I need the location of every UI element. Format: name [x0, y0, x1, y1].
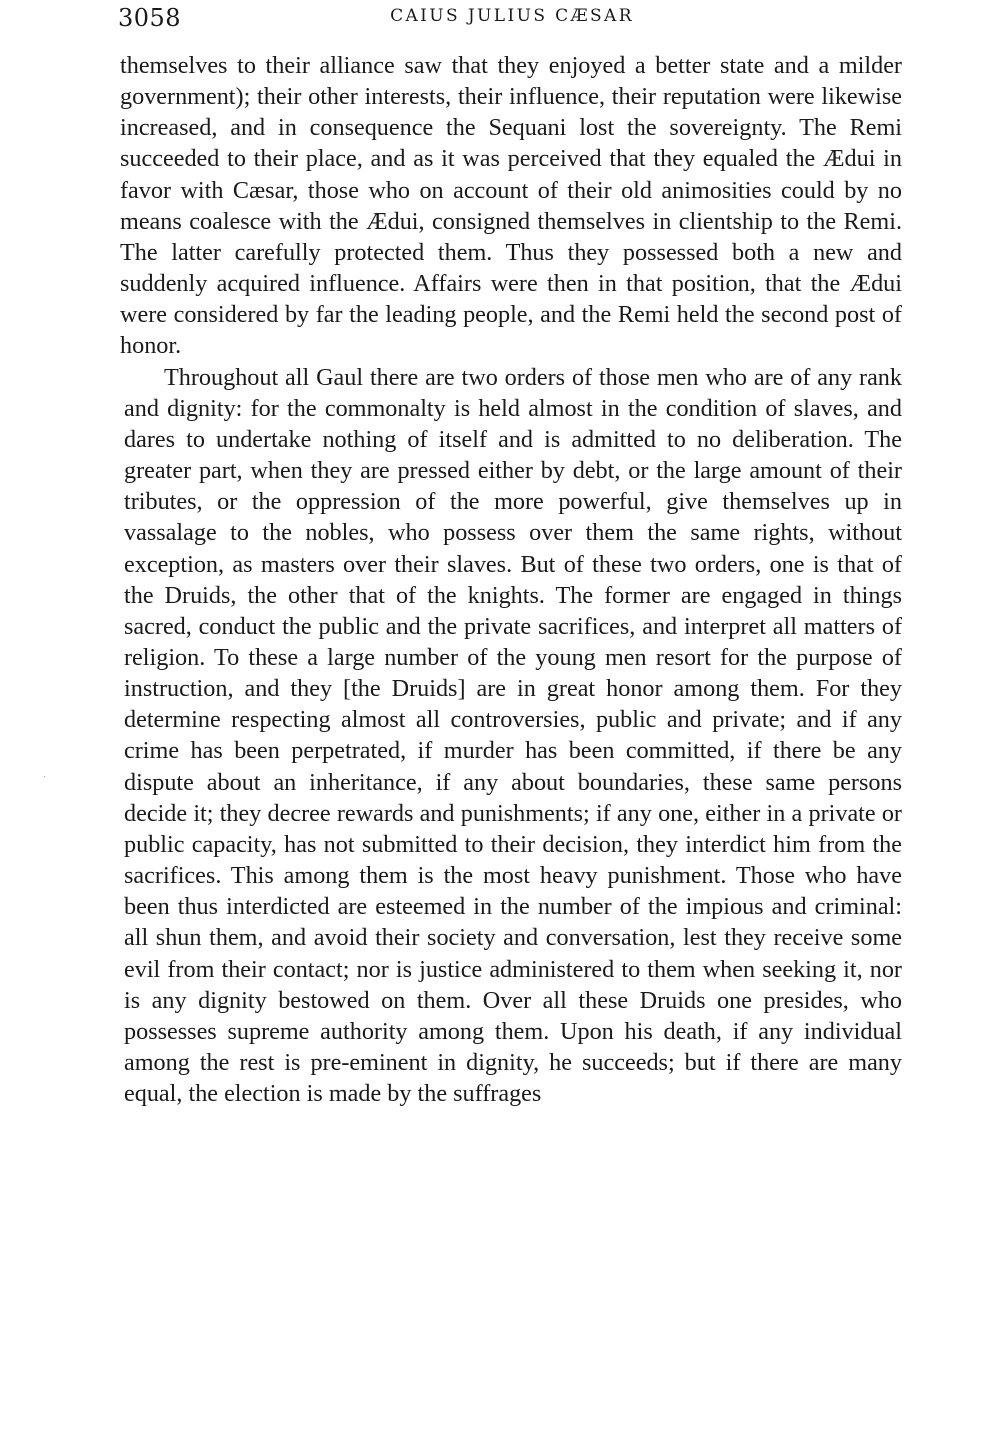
- paragraph-continued: themselves to their alliance saw that they enjoyed a better state and a milder government); their other interests, their influence, their reputation were likewise increased, and in consequence the Sequani lost the sovereignty. The Remi succeeded to their place, and as it was perceived that they equaled the Ædui in favor with Cæsar, those who on account of their old animosities could by no means coalesce with the Ædui, consigned themselves in clientship to the Remi. The latter carefully protected them. Thus they possessed both a new and suddenly acquired influence. Affairs were then in that position, that the Ædui were considered by far the leading people, and the Remi held the second post of honor.: [120, 52, 902, 360]
- scan-speck: [44, 776, 45, 777]
- running-head: CAIUS JULIUS CÆSAR: [390, 6, 634, 26]
- paragraph-druids: Throughout all Gaul there are two orders of those men who are of any rank and dignity: for the commonalty is held almost in the condition of slaves, and dares to undertake nothing of itself and is admitted to no deliberation. The greater part, when they are pressed either by debt, or the large amount of their tributes, or the oppression of the more powerful, give themselves up in vassalage to the nobles, who possess over them the same rights, without exception, as masters over their slaves. But of these two orders, one is that of the Druids, the other that of the knights. The former are engaged in things sacred, conduct the public and the private sacrifices, and interpret all matters of religion. To these a large number of the young men resort for the purpose of instruction, and they [the Druids] are in great honor among them. For they determine respecting almost all controversies, public and private; and if any crime has been perpetrated, if murder has been committed, if there be any dispute about an inheritance, if any about boundaries, these same persons decide it; they decree rewards and punishments; if any one, either in a private or public capacity, has not submitted to their decision, they interdict him from the sacrifices. This among them is the most heavy punishment. Those who have been thus interdicted are esteemed in the number of the impious and criminal: all shun them, and avoid their society and conversation, lest they receive some evil from their contact; nor is justice administered to them when seeking it, nor is any dignity bestowed on them. Over all these Druids one presides, who possesses supreme authority among them. Upon his death, if any individual among the rest is pre-eminent in dignity, he succeeds; but if there are many equal, the election is made by the suffrages: [124, 363, 902, 1108]
- page-number: 3058: [118, 4, 182, 32]
- body-text: [120, 50, 902, 1109]
